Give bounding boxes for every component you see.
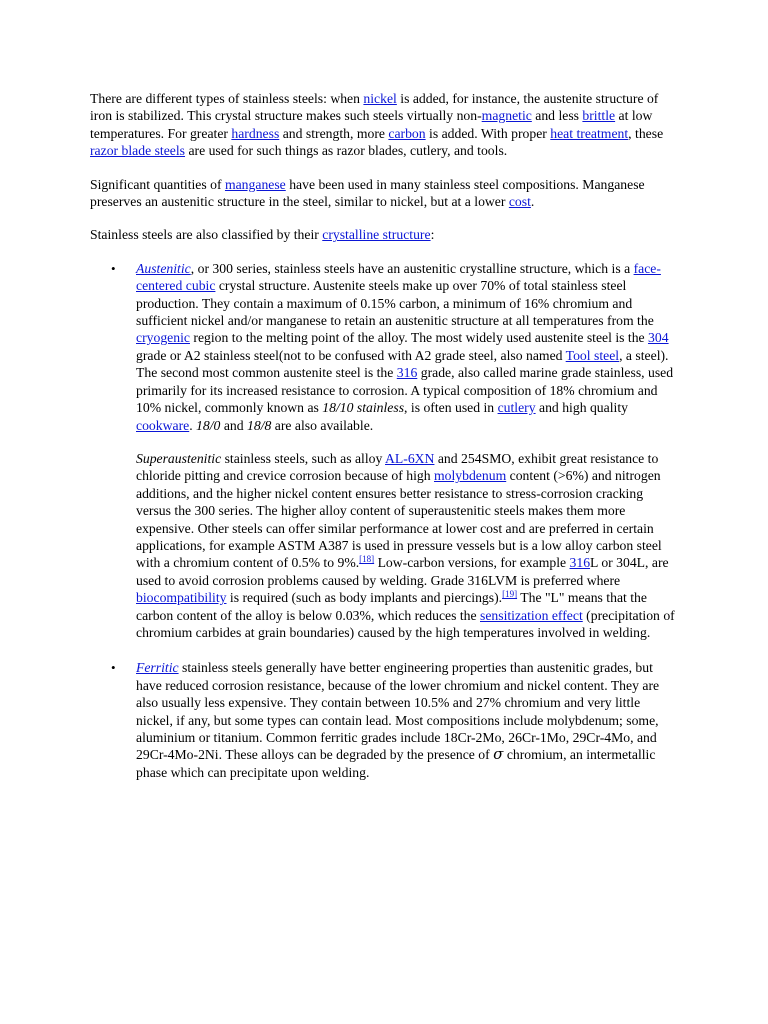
text: grade or A2 stainless steel(not to be confused with A2 grade steel, also named xyxy=(136,347,566,363)
link-molybdenum[interactable]: molybdenum xyxy=(433,468,507,484)
text: and xyxy=(220,417,247,433)
text: L or 304L, are used to avoid corrosion problems caused by welding. Grade 316LVM is preferred where xyxy=(136,555,669,588)
text: stainless steels, such as alloy xyxy=(221,450,386,466)
paragraph-superaustenitic xyxy=(136,450,676,641)
bullet-icon: • xyxy=(111,660,116,676)
text: : xyxy=(430,227,435,243)
link-magnetic[interactable]: magnetic xyxy=(481,108,532,124)
link-crystalline-structure[interactable]: crystalline structure xyxy=(322,227,431,243)
link-brittle[interactable]: brittle xyxy=(582,108,616,124)
link-austenitic[interactable] xyxy=(136,261,191,276)
text: is required (such as body implants and piercings). xyxy=(226,590,503,606)
text: Ferritic xyxy=(136,660,179,676)
link-manganese[interactable]: manganese xyxy=(224,176,286,192)
link-316l[interactable]: 316 xyxy=(569,555,591,571)
reference-18[interactable]: [18] xyxy=(359,554,375,565)
text: is added. With proper xyxy=(425,125,551,141)
text: , or 300 series, stainless steels have an austenitic crystalline structure, which is a xyxy=(190,260,634,276)
steel-types-list xyxy=(90,260,676,781)
text: crystal structure. Austenite steels make up over 70% of total stainless steel production. They contain a maximum of 0.15% carbon, a minimum of 16% chromium and sufficient nickel and/or manganese to retain an austenitic structure at all temperatures from the xyxy=(136,278,654,329)
text: stainless steels generally have better engineering properties than austenitic grades, but have reduced corrosion resistance, because of the lower chromium and nickel content. They are also usually less expensive. They contain between 10.5% and 27% chromium and very little nickel, if any, but some types can contain lead. Most compositions include molybdenum; some, aluminium or titanium. Common ferritic grades include 18Cr-2Mo, 26Cr-1Mo, 29Cr-4Mo, and 29Cr-4Mo-2Ni. These alloys can be degraded by the presence of xyxy=(136,660,660,763)
text: Significant quantities of xyxy=(90,176,225,192)
list-item-ferritic xyxy=(111,659,676,781)
link-nickel[interactable]: nickel xyxy=(363,91,397,106)
text: grade, also called marine grade stainless, used primarily for its increased resistance to corrosion. A typical composition of 18% chromium and 10% nickel, commonly known as xyxy=(136,365,674,416)
bullet-icon: • xyxy=(111,260,116,276)
link-316[interactable]: 316 xyxy=(396,365,418,381)
text: chromium, an intermetallic phase which can precipitate upon welding. xyxy=(136,747,656,780)
italic-text: 18/10 stainless xyxy=(322,400,405,416)
link-sensitization-effect[interactable]: sensitization effect xyxy=(480,607,583,623)
text: There are different types of stainless steels: when xyxy=(90,91,364,106)
text: , is often used in xyxy=(404,400,498,416)
link-304[interactable]: 304 xyxy=(648,330,669,346)
link-cost[interactable]: cost xyxy=(508,194,531,210)
text: (precipitation of chromium carbides at grain boundaries) caused by the high temperatures involved in welding. xyxy=(136,607,675,640)
paragraph-austenitic xyxy=(136,260,676,434)
link-heat-treatment[interactable]: heat treatment xyxy=(550,125,629,141)
link-al-6xn[interactable]: AL-6XN xyxy=(385,450,435,466)
italic-text: 18/8 xyxy=(247,417,272,433)
link-biocompatibility[interactable]: biocompatibility xyxy=(136,590,227,606)
link-ferritic[interactable] xyxy=(136,660,179,675)
text: at low temperatures. For greater xyxy=(90,108,653,141)
text: , these xyxy=(628,125,664,141)
text: and strength, more xyxy=(279,125,389,141)
paragraph-manganese xyxy=(90,176,676,211)
italic-text: 18/0 xyxy=(196,417,221,433)
link-cutlery[interactable]: cutlery xyxy=(497,400,536,416)
text: . xyxy=(189,417,197,433)
list-item-austenitic xyxy=(111,260,676,642)
text: Stainless steels are also classified by their xyxy=(90,227,323,243)
text: , a steel). The second most common austenite steel is the xyxy=(136,347,669,381)
text: content (>6%) and nitrogen additions, and the higher nickel content ensures better resistance to stress-corrosion cracking versus the 300 series. The higher alloy content of superaustenitic steels makes them more expensive. Other steels can offer similar performance at lower cost and are preferred in certain applications, for example ASTM A387 is used in pressure vessels but is a low alloy carbon steel with a chromium content of 0.5% to 9%. xyxy=(136,468,662,571)
link-face-centered-cubic[interactable]: face-centered cubic xyxy=(136,260,661,294)
link-cookware[interactable]: cookware xyxy=(136,417,190,433)
link-carbon[interactable]: carbon xyxy=(388,125,426,141)
text: The "L" means that the carbon content of the alloy is below 0.03%, which reduces the xyxy=(136,590,647,623)
reference-19[interactable]: [19] xyxy=(502,589,518,600)
link-razor-blade-steels[interactable]: razor blade steels xyxy=(90,143,186,159)
text: is added, for instance, the austenite structure of iron is stabilized. This crystal structure makes such steels virtually non- xyxy=(90,91,659,124)
text: are used for such things as razor blades, cutlery, and tools. xyxy=(185,143,508,159)
text: Austenitic xyxy=(136,260,191,276)
text: . xyxy=(530,194,535,210)
text: and 254SMO, exhibit great resistance to chloride pitting and crevice corrosion because of high xyxy=(136,450,659,484)
text: Low-carbon versions, for example xyxy=(374,555,570,571)
paragraph-classification xyxy=(90,226,676,243)
text: have been used in many stainless steel compositions. Manganese preserves an austenitic structure in the steel, similar to nickel, but at a lower xyxy=(90,176,645,210)
paragraph-ferritic xyxy=(136,659,676,781)
link-hardness[interactable]: hardness xyxy=(231,125,280,141)
text: are also available. xyxy=(271,417,374,433)
sigma-symbol: σ xyxy=(493,745,504,764)
paragraph-stainless-types xyxy=(90,90,676,160)
text: and high quality xyxy=(535,400,628,416)
text: and less xyxy=(531,108,583,124)
link-tool-steel[interactable]: Tool steel xyxy=(565,347,620,363)
italic-text: Superaustenitic xyxy=(136,450,222,466)
text: region to the melting point of the alloy. The most widely used austenite steel is the xyxy=(189,330,649,346)
link-cryogenic[interactable]: cryogenic xyxy=(136,330,190,346)
